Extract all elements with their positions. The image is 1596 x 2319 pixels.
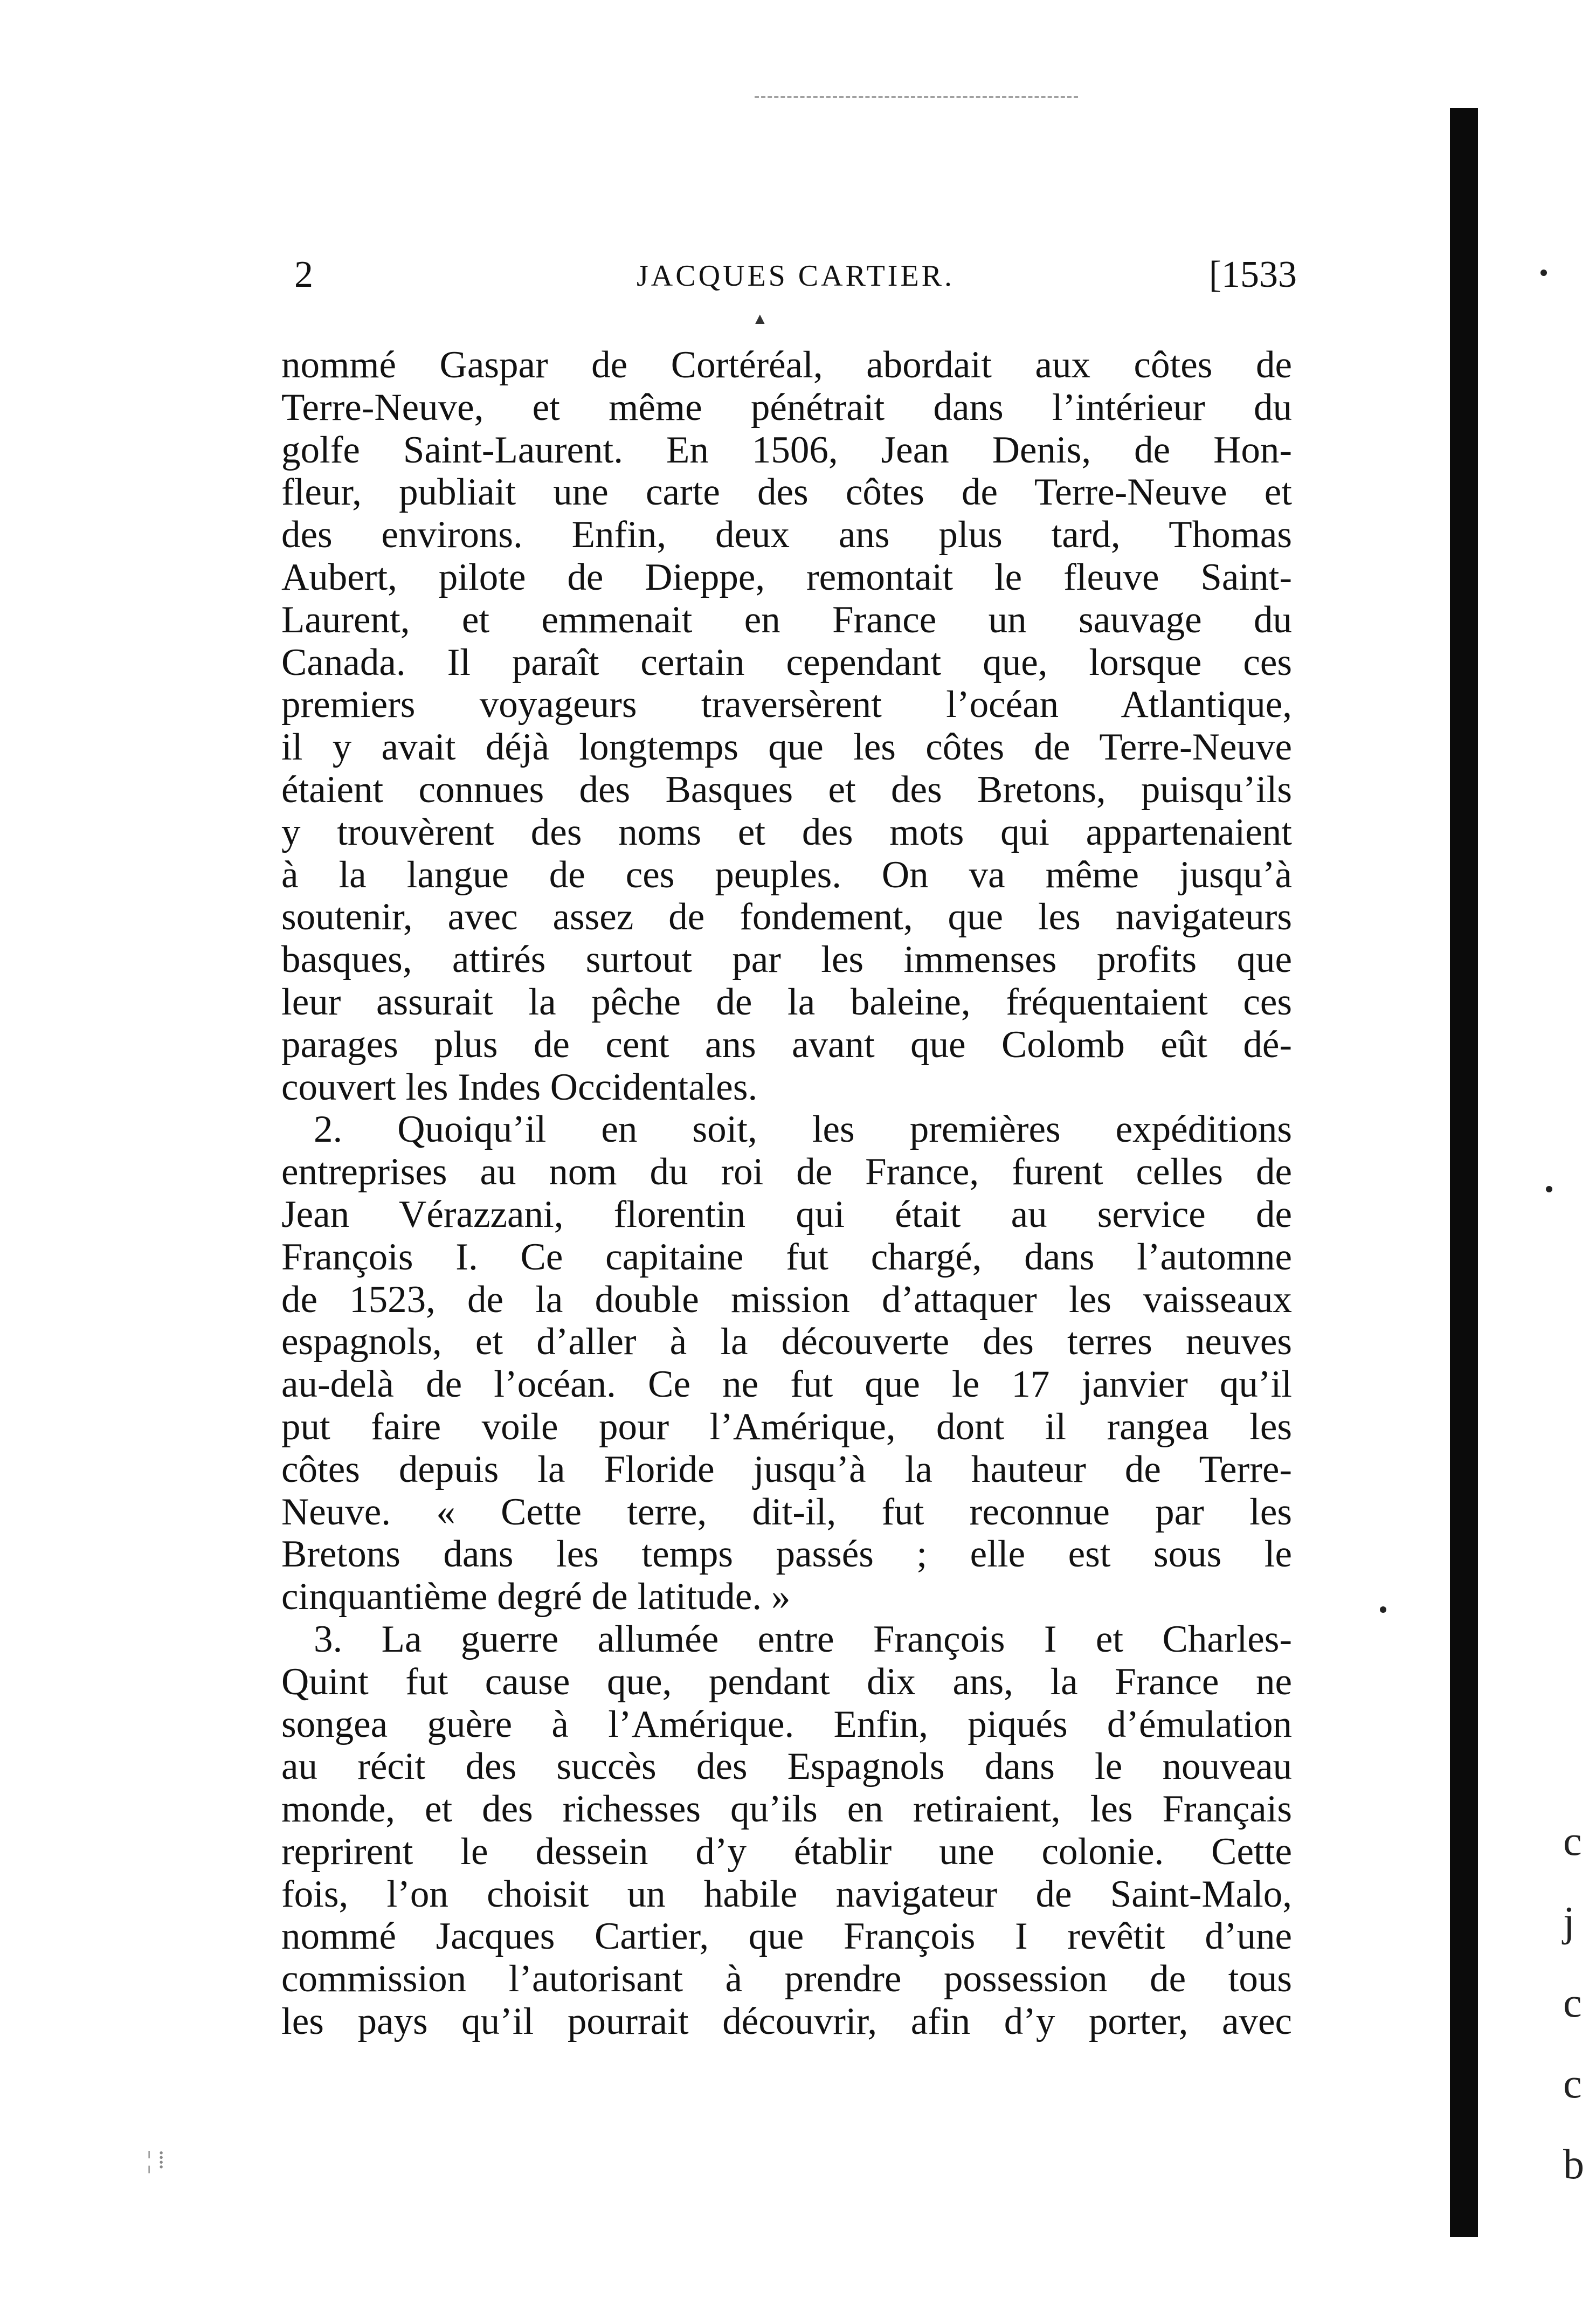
text-line: leur assurait la pêche de la baleine, fréquentaient ces	[281, 981, 1292, 1023]
text-line: fleur, publiait une carte des côtes de Terre-Neuve et	[281, 471, 1292, 514]
adjacent-page-edge	[1563, 1800, 1595, 2205]
text-line: nommé Jacques Cartier, que François I revêtit d’une	[281, 1915, 1292, 1958]
running-header	[294, 253, 1297, 313]
text-line: songea guère à l’Amérique. Enfin, piqués d’émulation	[281, 1703, 1292, 1745]
text-line: Laurent, et emmenait en France un sauvage du	[281, 598, 1292, 641]
text-line: Bretons dans les temps passés ; elle est sous le	[281, 1533, 1292, 1576]
year-marker: [1533	[1208, 254, 1297, 295]
text-line: Aubert, pilote de Dieppe, remontait le fleuve Saint-	[281, 556, 1292, 598]
text-line: monde, et des richesses qu’ils en retiraient, les Français	[281, 1788, 1292, 1831]
text-line-paragraph-end: couvert les Indes Occidentales.	[281, 1066, 758, 1108]
text-line: parages plus de cent ans avant que Colomb eût dé-	[281, 1023, 1292, 1066]
text-line: François I. Ce capitaine fut chargé, dans l’automne	[281, 1236, 1292, 1278]
text-line: put faire voile pour l’Amérique, dont il rangea les	[281, 1405, 1292, 1448]
edge-letter: c	[1563, 1979, 1582, 2026]
text-line: fois, l’on choisit un habile navigateur de Saint-Malo,	[281, 1873, 1292, 1915]
book-spine-shadow	[1450, 108, 1478, 2237]
edge-letter: c	[1563, 2060, 1582, 2107]
edge-letter: b	[1563, 2141, 1584, 2187]
scan-speck	[1546, 1186, 1552, 1192]
text-line: des environs. Enfin, deux ans plus tard, Thomas	[281, 514, 1292, 556]
text-line: commission l’autorisant à prendre possession de tous	[281, 1958, 1292, 2000]
text-line: Terre-Neuve, et même pénétrait dans l’intérieur du	[281, 386, 1292, 429]
text-line: les pays qu’il pourrait découvrir, afin d’y porter, avec	[281, 2000, 1292, 2043]
edge-letter: j	[1563, 1898, 1575, 1945]
text-line: au récit des succès des Espagnols dans le nouveau	[281, 1745, 1292, 1788]
text-line: soutenir, avec assez de fondement, que les navigateurs	[281, 896, 1292, 938]
text-line: nommé Gaspar de Cortéréal, abordait aux côtes de	[281, 344, 1292, 386]
text-line-paragraph-start: 3. La guerre allumée entre François I et Charles-	[314, 1618, 1292, 1660]
book-title: JACQUES CARTIER.	[636, 259, 955, 293]
scan-speck	[1380, 1606, 1386, 1613]
text-line: à la langue de ces peuples. On va même jusqu’à	[281, 853, 1292, 896]
text-line: Jean Vérazzani, florentin qui était au service de	[281, 1193, 1292, 1236]
text-line: reprirent le dessein d’y établir une colonie. Cette	[281, 1830, 1292, 1873]
text-line: basques, attirés surtout par les immenses profits que	[281, 938, 1292, 981]
scan-artifact-top	[755, 96, 1078, 101]
text-line: espagnols, et d’aller à la découverte des terres neuves	[281, 1321, 1292, 1363]
text-line: y trouvèrent des noms et des mots qui appartenaient	[281, 811, 1292, 853]
edge-letter: c	[1563, 1817, 1582, 1864]
text-line: de 1523, de la double mission d’attaquer les vaisseaux	[281, 1278, 1292, 1321]
text-line: côtes depuis la Floride jusqu’à la hauteur de Terre-	[281, 1448, 1292, 1490]
text-line: il y avait déjà longtemps que les côtes de Terre-Neuve	[281, 726, 1292, 769]
text-line: golfe Saint-Laurent. En 1506, Jean Denis, de Hon-	[281, 429, 1292, 471]
text-line: au-delà de l’océan. Ce ne fut que le 17 janvier qu’il	[281, 1363, 1292, 1406]
text-line-paragraph-end: cinquantième degré de latitude. »	[281, 1576, 791, 1618]
scan-artifact-bottom: ¦ ⁞	[147, 2146, 165, 2173]
text-line: entreprises au nom du roi de France, furent celles de	[281, 1151, 1292, 1193]
body-text	[281, 344, 1292, 2043]
text-line: Quint fut cause que, pendant dix ans, la France ne	[281, 1660, 1292, 1703]
text-line: Canada. Il paraît certain cependant que, lorsque ces	[281, 641, 1292, 684]
printer-mark: ▲	[752, 310, 768, 328]
scan-speck	[1540, 270, 1547, 276]
text-line: étaient connues des Basques et des Bretons, puisqu’ils	[281, 768, 1292, 811]
text-line: premiers voyageurs traversèrent l’océan Atlantique,	[281, 684, 1292, 726]
text-line: Neuve. « Cette terre, dit-il, fut reconnue par les	[281, 1490, 1292, 1533]
text-line-paragraph-start: 2. Quoiqu’il en soit, les premières expéditions	[314, 1108, 1292, 1151]
page-number: 2	[294, 254, 313, 295]
